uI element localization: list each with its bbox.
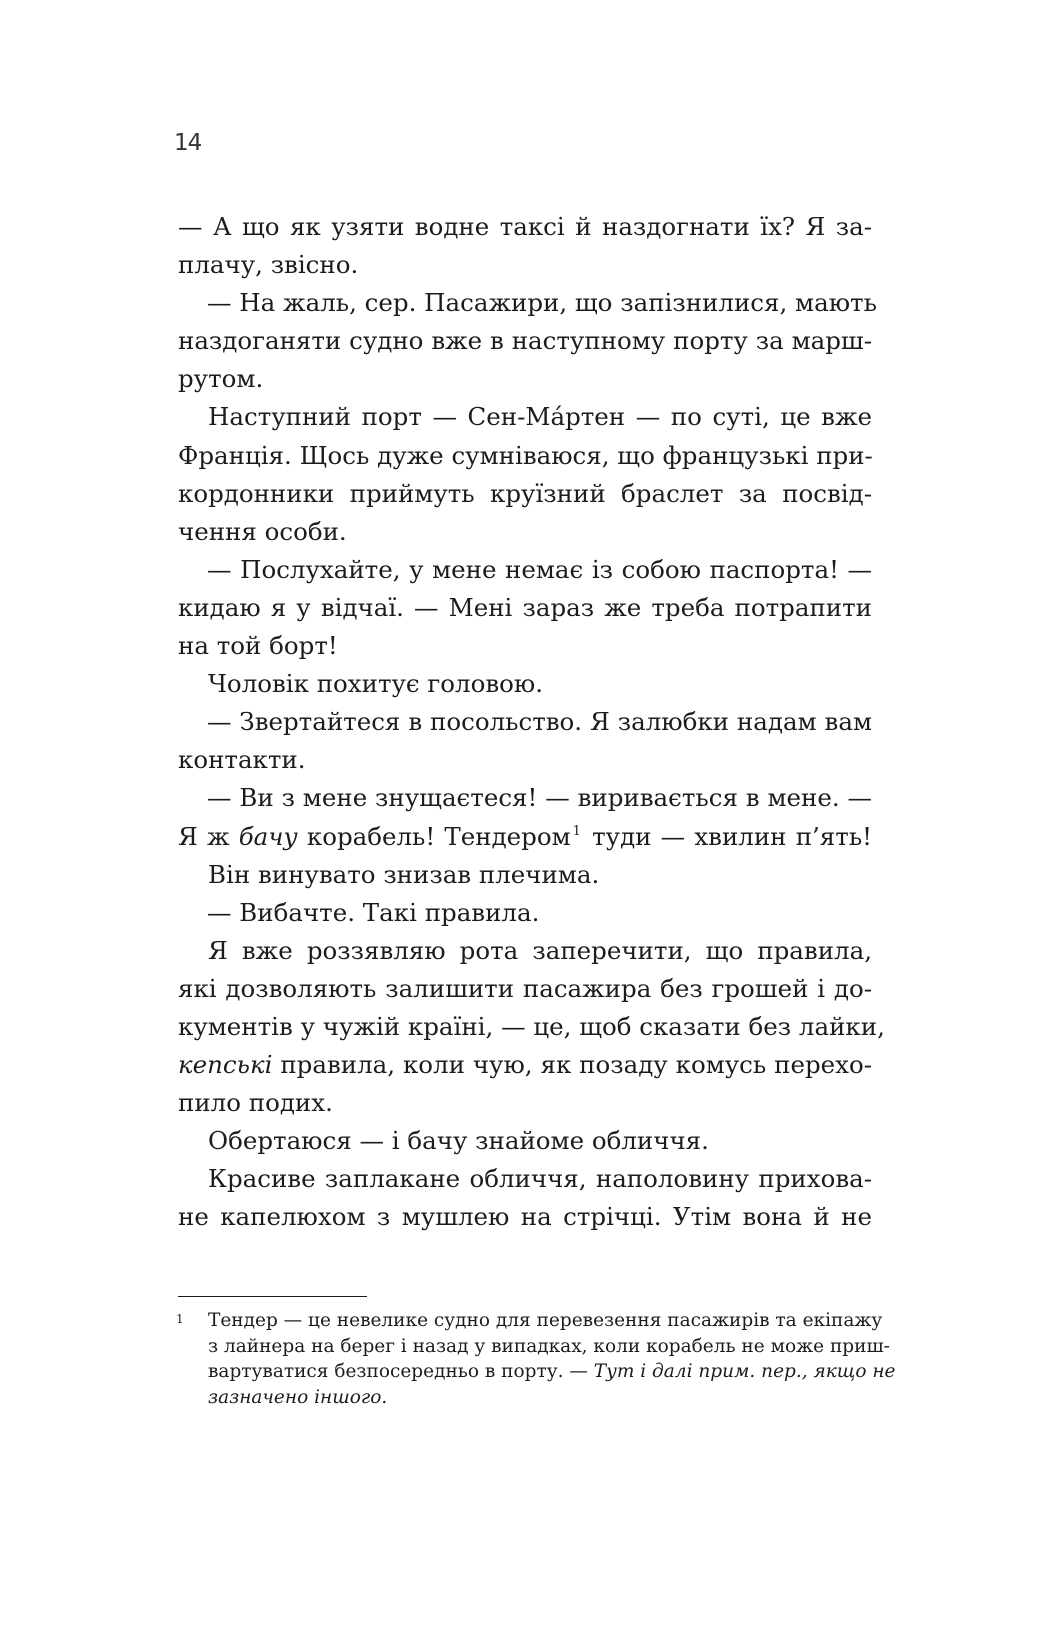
- text-line: плачу, звісно.: [178, 250, 359, 280]
- text-line: контакти.: [178, 745, 306, 775]
- text-run: правила, коли чую, як позаду комусь перехо-: [272, 1050, 872, 1080]
- text-line: [178, 818, 872, 856]
- footnote: [176, 1308, 896, 1410]
- text-line: Красиве заплакане обличчя, наполовину прихова-: [208, 1164, 872, 1194]
- text-line: чення особи.: [178, 516, 347, 546]
- text-line: Він винувато знизав плечима.: [208, 859, 600, 889]
- text-line: Чоловік похитує головою.: [208, 669, 543, 699]
- page-number: 14: [174, 130, 202, 156]
- text-line: Я вже роззявляю рота заперечити, що правила,: [208, 935, 872, 965]
- emphasis-text: бачу: [238, 821, 298, 851]
- emphasis-text: кепські: [178, 1050, 273, 1080]
- text-line: — Ви з мене знущаєтеся! — виривається в мене. —: [207, 783, 872, 813]
- footnote-line: з лайнера на берег і назад у випадках, коли корабель не може приш-: [208, 1335, 890, 1357]
- text-line: кордонники приймуть круїзний браслет за посвід-: [178, 478, 872, 508]
- text-run: туди — хвилин п’ять!: [582, 821, 873, 851]
- text-line: — Звертайтеся в посольство. Я залюбки надам вам: [207, 707, 872, 737]
- text-line: пило подих.: [178, 1088, 333, 1118]
- footnote-marker: 1: [176, 1312, 184, 1326]
- text-line: — Послухайте, у мене немає із собою паспорта! —: [207, 554, 872, 584]
- text-line: які дозволяють залишити пасажира без грошей і до-: [178, 973, 872, 1003]
- text-line: — А що як узяти водне таксі й наздогнати їх? Я за-: [178, 212, 872, 241]
- text-run: корабель! Тендером: [297, 821, 571, 851]
- text-line: не капелюхом з мушлею на стрічці. Утім вона й не: [178, 1202, 872, 1232]
- footnote-line: Тендер — це невелике судно для перевезення пасажирів та екіпажу: [208, 1310, 883, 1331]
- footnote-line: [208, 1385, 872, 1411]
- text-line: кументів у чужій країні, — це, щоб сказати без лайки,: [178, 1011, 885, 1041]
- body-text: [178, 208, 885, 1237]
- text-line: рутом.: [178, 364, 264, 394]
- text-line: Франція. Щось дуже сумніваюся, що французькі при-: [178, 440, 873, 470]
- text-line: Наступний порт — Сен-Ма́ртен — по суті, це вже: [208, 402, 872, 432]
- text-line: — Вибачте. Такі правила.: [207, 897, 540, 927]
- text-run: вартуватися безпосередньо в порту. —: [208, 1361, 594, 1382]
- text-line: [178, 1046, 872, 1084]
- text-line: на той борт!: [178, 631, 338, 661]
- emphasis-text: Тут і далі прим. пер., якщо не: [593, 1361, 896, 1382]
- footnote-reference: 1: [572, 823, 581, 839]
- text-line: Обертаюся — і бачу знайоме обличчя.: [208, 1126, 709, 1156]
- footnote-body: [208, 1308, 896, 1410]
- text-line: наздоганяти судно вже в наступному порту за марш-: [178, 326, 872, 356]
- text-line: кидаю я у відчаї. — Мені зараз же треба потрапити: [178, 592, 872, 622]
- footnote-line: [208, 1359, 896, 1385]
- footnote-divider: [178, 1296, 367, 1297]
- text-run: Я ж: [178, 821, 239, 851]
- emphasis-text: зазначено іншого.: [208, 1386, 388, 1408]
- text-line: — На жаль, сер. Пасажири, що запізнилися, мають: [207, 288, 877, 318]
